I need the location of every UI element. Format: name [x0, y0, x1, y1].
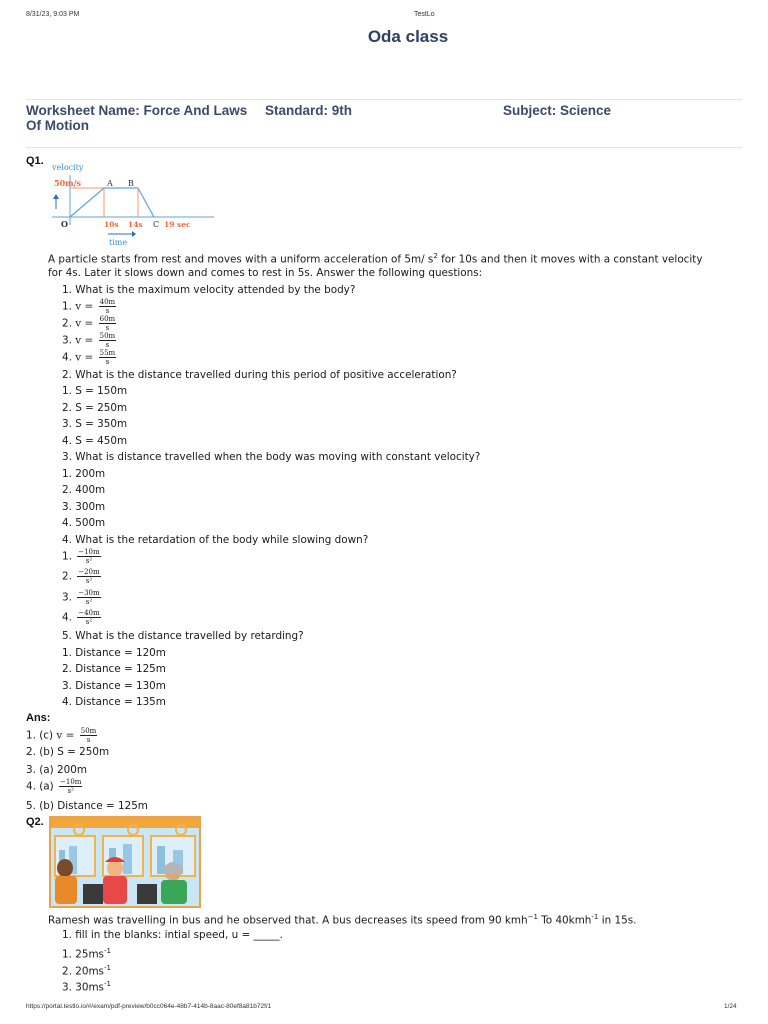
graph-point-c: C	[153, 220, 160, 229]
graph-tick-19s: 19 sec	[164, 220, 191, 229]
question-label: Q2.	[26, 816, 44, 828]
graph-point-a: A	[107, 179, 113, 188]
option-item: 2. $\frac{-20m}{\text{s²}}$	[62, 568, 100, 585]
option-item: 2. Distance = 125m	[62, 663, 166, 675]
worksheet-name-line2: Of Motion	[26, 118, 89, 133]
option-item: 4. 500m	[62, 517, 106, 529]
q1-sub5-question: 5. What is the distance travelled by retarding?	[62, 630, 304, 642]
graph-tick-10s: 10s	[104, 220, 119, 229]
site-name: TestLo	[414, 11, 435, 18]
option-item: 2. $20ms^{-1}$	[62, 964, 111, 978]
option-item: 2. S = 250m	[62, 402, 128, 414]
print-datetime: 8/31/23, 9:03 PM	[26, 11, 80, 18]
q1-sub1-question: 1. What is the maximum velocity attended by the body?	[62, 284, 356, 296]
answer-item: 5. (b) Distance = 125m	[26, 800, 148, 812]
worksheet-name-line1: Worksheet Name: Force And Laws	[26, 103, 248, 118]
q2-paragraph: Ramesh was travelling in bus and he observed that. A bus decreases its speed from 90 kmh$^{-1}$ To 40kmh$^{-1}$ in 15s.	[48, 913, 637, 927]
divider	[26, 147, 742, 148]
graph-point-b: B	[128, 179, 134, 188]
question-label: Q1.	[26, 155, 44, 167]
graph-xlabel: time	[109, 238, 128, 247]
option-item: 1. $25ms^{-1}$	[62, 947, 111, 961]
answer-item: 2. (b) S = 250m	[26, 746, 110, 758]
worksheet-standard: Standard: 9th	[265, 103, 353, 118]
option-item: 4. $\frac{-40m}{\text{s²}}$	[62, 609, 100, 626]
option-item: 3. S = 350m	[62, 418, 128, 430]
graph-origin: O	[61, 219, 68, 229]
option-item: 3. 300m	[62, 501, 106, 513]
option-item: 2. 400m	[62, 484, 106, 496]
option-item: 3. Distance = 130m	[62, 680, 166, 692]
option-item: 3. $30ms^{-1}$	[62, 980, 111, 994]
graph-tick-14s: 14s	[128, 220, 143, 229]
option-item: 1. Distance = 120m	[62, 647, 166, 659]
option-item: 3. $\frac{-30m}{\text{s²}}$	[62, 589, 100, 606]
velocity-time-graph	[46, 153, 218, 249]
option-item: 2. v = $\frac{60m}{s}$	[62, 315, 116, 332]
graph-ylabel: velocity	[52, 163, 84, 172]
worksheet-name	[26, 103, 247, 133]
q1-paragraph-line2: for 4s. Later it slows down and comes to rest in 5s. Answer the following questions:	[48, 267, 483, 279]
page-number: 1/24	[724, 1003, 737, 1010]
option-item: 1. v = $\frac{40m}{s}$	[62, 298, 116, 315]
option-item: 4. S = 450m	[62, 435, 128, 447]
option-item: 1. 200m	[62, 468, 106, 480]
bus-illustration	[49, 816, 201, 908]
option-item: 4. v = $\frac{55m}{s}$	[62, 349, 116, 366]
page-url: https://portal.testlo.io/#/exam/pdf-preview/b0cc064e-48b7-414b-8aac-80ef8a81b72f/1	[26, 1003, 272, 1010]
option-item: 3. v = $\frac{50m}{s}$	[62, 332, 116, 349]
q2-sub1-question: 1. fill in the blanks: intial speed, u = _____.	[62, 929, 283, 941]
answers-label: Ans:	[26, 712, 51, 724]
q1-sub4-question: 4. What is the retardation of the body while slowing down?	[62, 534, 369, 546]
option-item: 1. S = 150m	[62, 385, 128, 397]
q1-sub3-question: 3. What is distance travelled when the body was moving with constant velocity?	[62, 451, 481, 463]
page-title: Oda class	[367, 27, 449, 46]
option-item: 4. Distance = 135m	[62, 696, 166, 708]
divider	[26, 99, 742, 100]
q1-paragraph-line1: A particle starts from rest and moves with a uniform acceleration of 5m/ $s^2$ for 10s and then it moves with a constant velocity	[48, 252, 703, 266]
answer-item: 1. (c) v = $\frac{50m}{s}$	[26, 727, 97, 744]
option-item: 1. $\frac{-10m}{\text{s²}}$	[62, 548, 100, 565]
q1-sub2-question: 2. What is the distance travelled during this period of positive acceleration?	[62, 369, 457, 381]
answer-item: 4. (a) $\frac{-10m}{\text{s²}}$	[26, 778, 82, 795]
answer-item: 3. (a) 200m	[26, 764, 87, 776]
worksheet-subject: Subject: Science	[503, 103, 612, 118]
graph-value-50: 50m/s	[54, 178, 82, 188]
